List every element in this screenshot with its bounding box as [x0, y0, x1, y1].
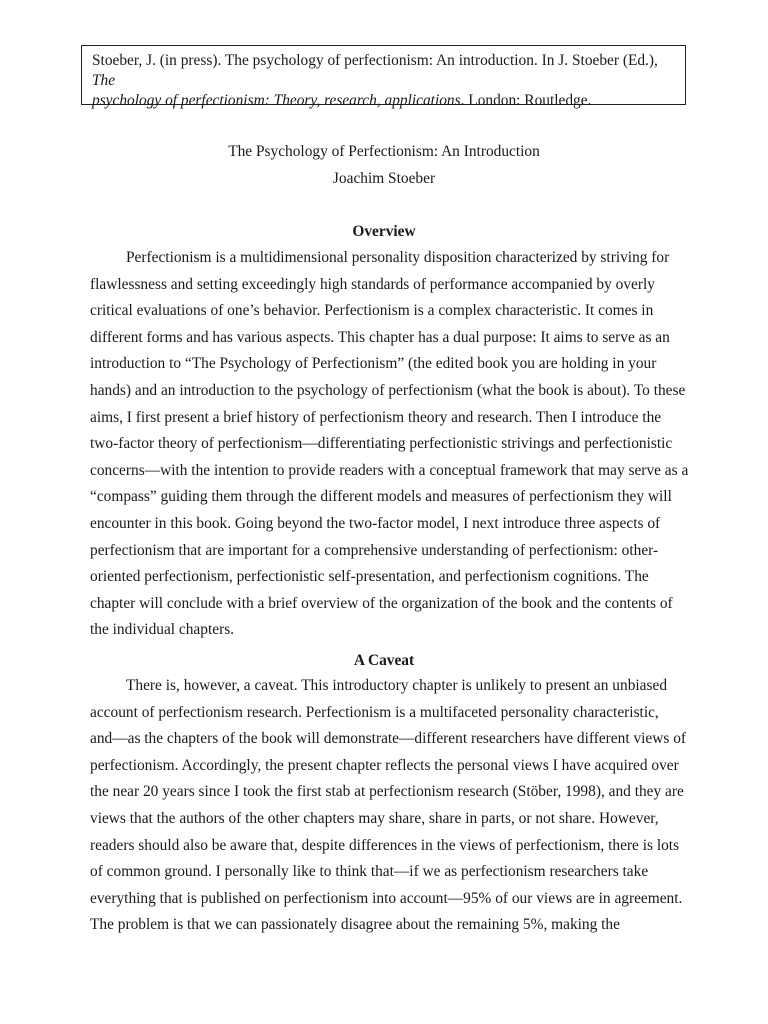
section-body-caveat: [90, 673, 690, 939]
text-line: readers should also be aware that, despite differences in the views of perfectionism, there is lots: [90, 836, 680, 854]
paper-title: The Psychology of Perfectionism: An Introduction: [228, 143, 540, 160]
text-line: account of perfectionism research. Perfectionism is a multifaceted personality characteristic,: [90, 703, 659, 721]
text-line: encounter in this book. Going beyond the two-factor model, I next introduce three aspects of: [90, 514, 661, 532]
text-line: The problem is that we can passionately disagree about the remaining 5%, making the: [90, 916, 620, 934]
text-line: critical evaluations of one’s behavior. Perfectionism is a complex characteristic. It comes in: [90, 302, 654, 320]
text-line: two-factor theory of perfectionism—differentiating perfectionistic strivings and perfectionistic: [90, 435, 673, 453]
text-line: and—as the chapters of the book will demonstrate—different researchers have different views of: [90, 730, 687, 748]
text-line: aims, I first present a brief history of perfectionism theory and research. Then I introduce the: [90, 408, 662, 426]
text-line: introduction to “The Psychology of Perfectionism” (the edited book you are holding in your: [90, 355, 657, 373]
text-line: concerns—with the intention to provide readers with a conceptual framework that may serve as a: [90, 461, 689, 479]
text-line: oriented perfectionism, perfectionistic self-presentation, and perfectionism cognitions. The: [90, 568, 649, 586]
text-line: views that the authors of the other chapters may share, share in parts, or not share. However,: [90, 809, 659, 827]
text-line: flawlessness and setting exceedingly high standards of performance accompanied by overly: [90, 275, 655, 293]
citation-italic-b: psychology of perfectionism: Theory, research, applications: [92, 92, 461, 109]
text-line: everything that is published on perfectionism into account—95% of our views are in agreement.: [90, 889, 683, 907]
paper-author: Joachim Stoeber: [332, 170, 436, 187]
section-heading-overview: Overview: [352, 223, 416, 240]
text-line: Perfectionism is a multidimensional personality disposition characterized by striving for: [126, 249, 670, 266]
text-line: the individual chapters.: [90, 621, 235, 639]
text-line: “compass” guiding them through the different models and measures of perfectionism they will: [90, 488, 672, 506]
text-line: of common ground. I personally like to think that—if we as perfectionism researchers take: [90, 863, 649, 881]
text-line: chapter will conclude with a brief overview of the organization of the book and the contents of: [90, 594, 673, 612]
citation-box: [81, 45, 686, 109]
citation-tail: . London: Routledge.: [460, 92, 592, 109]
section-body-overview: [90, 245, 690, 644]
text-line: perfectionism that are important for a comprehensive understanding of perfectionism: other-: [90, 541, 659, 559]
text-line: hands) and an introduction to the psychology of perfectionism (what the book is about). To these: [90, 381, 686, 399]
text-line: perfectionism. Accordingly, the present chapter reflects the personal views I have acquired over: [90, 756, 679, 774]
section-heading-caveat: A Caveat: [353, 652, 415, 669]
text-line: There is, however, a caveat. This introductory chapter is unlikely to present an unbiased: [126, 677, 668, 694]
text-line: different forms and has various aspects. This chapter has a dual purpose: It aims to serve as an: [90, 328, 670, 346]
citation-italic-a: The: [92, 72, 116, 89]
citation-text: Stoeber, J. (in press). The psychology of perfectionism: An introduction. In J. Stoeber (Ed.),: [92, 52, 658, 69]
text-line: the near 20 years since I took the first stab at perfectionism research (Stöber, 1998), and they are: [90, 783, 684, 801]
